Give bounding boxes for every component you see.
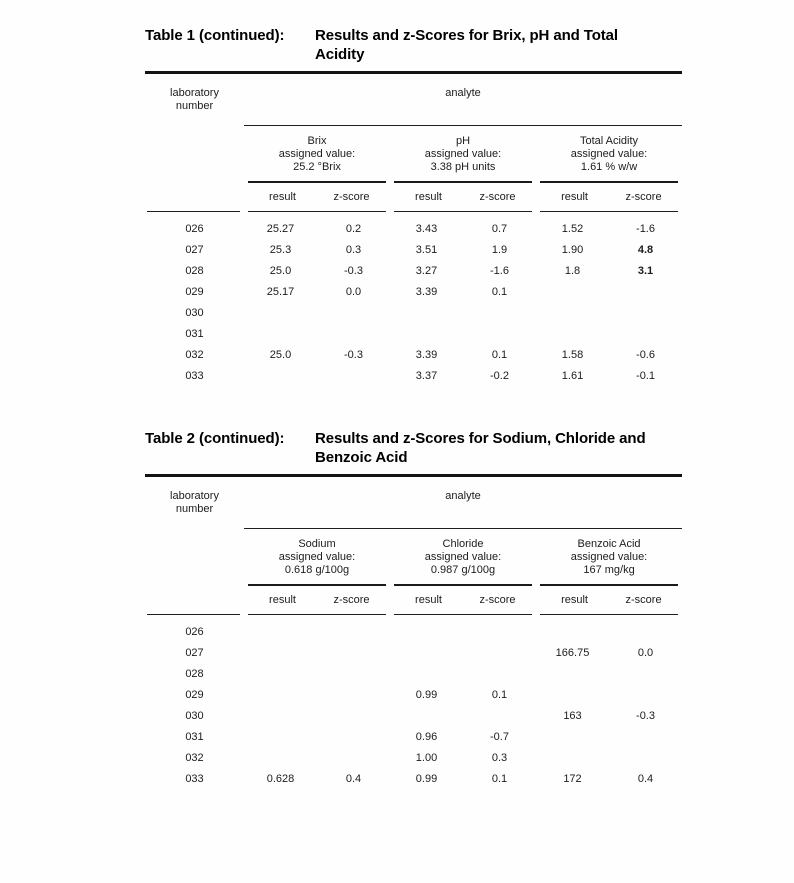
zscore-label: z-score [333,190,370,203]
z-score-cell: 0.0 [637,647,654,659]
group-name: Chloride [442,537,484,550]
table-row [145,303,682,324]
header-row-groups [145,528,682,586]
lab-number-cell: 027 [185,244,204,256]
lab-number-cell: 026 [185,626,204,638]
result-label: result [269,190,296,203]
z-score-cell [317,643,390,664]
result-cell [536,303,609,324]
header-row-result-zscore [145,586,682,615]
z-score-cell [609,727,682,748]
z-score-cell: -1.6 [490,265,509,277]
group-assigned-value: 25.2 °Brix [293,160,341,173]
result-cell [390,643,463,664]
group-assigned-value: 1.61 % w/w [580,160,638,173]
lab-number-header [145,74,244,125]
result-cell: 3.39 [415,349,438,361]
table-row [145,345,682,366]
result-cell: 3.39 [415,286,438,298]
result-cell [536,748,609,769]
z-score-cell: 3.1 [637,265,654,277]
result-cell [244,685,317,706]
z-score-cell: -1.6 [636,223,655,235]
z-score-cell [317,366,390,387]
lab-number-cell: 033 [185,773,204,785]
zscore-label: z-score [333,593,370,606]
result-cell [536,685,609,706]
header-row-result-zscore [145,183,682,212]
group-header-chloride [390,528,536,586]
z-score-cell [609,324,682,345]
z-score-cell [317,303,390,324]
group-assigned-value: 167 mg/kg [583,563,635,576]
zscore-label: z-score [625,593,662,606]
header-row-groups [145,125,682,183]
analyte-header: analyte [244,477,682,528]
result-label: result [561,190,588,203]
z-score-cell [317,324,390,345]
z-score-cell: -0.2 [490,370,509,382]
z-score-cell [463,643,536,664]
result-cell: 1.58 [561,349,584,361]
table1 [145,74,682,387]
result-cell [390,664,463,685]
result-cell [244,643,317,664]
result-cell: 25.0 [269,265,292,277]
group-header-sodium [244,528,390,586]
result-cell: 25.17 [266,286,295,298]
table-row [145,748,682,769]
table-row [145,366,682,387]
table-row [145,324,682,345]
result-cell [244,706,317,727]
table-row [145,727,682,748]
table-row [145,706,682,727]
table1-title [145,26,682,64]
lab-number-cell: 026 [185,223,204,235]
table1-title-label: Table 1 (continued): [145,27,285,44]
table2-body [145,615,682,790]
z-score-cell: -0.3 [344,349,363,361]
group-header-brix [244,125,390,183]
result-cell [536,615,609,643]
table-row [145,615,682,643]
table1-section [145,26,682,387]
table1-body [145,212,682,387]
z-score-cell [317,748,390,769]
lab-column-underline [145,586,244,615]
z-score-cell [609,282,682,303]
table1-title-text [315,26,618,64]
z-score-cell [609,303,682,324]
z-score-cell [317,727,390,748]
z-score-cell: 1.9 [491,244,508,256]
lab-number-cell: 030 [185,307,204,319]
table-row [145,261,682,282]
result-cell: 3.51 [415,244,438,256]
result-cell: 166.75 [555,647,590,659]
result-cell [244,615,317,643]
z-score-cell [317,615,390,643]
group-header-ph [390,125,536,183]
result-cell: 25.27 [266,223,295,235]
z-score-cell: 0.3 [491,752,508,764]
zscore-label: z-score [625,190,662,203]
result-cell [244,727,317,748]
table1-title-line1: Results and z-Scores for Brix, pH and Total [315,27,618,44]
result-cell: 0.99 [415,689,438,701]
table2-header [145,477,682,615]
result-cell [244,303,317,324]
group-assigned-label: assigned value: [278,550,356,563]
result-cell: 172 [563,773,582,785]
z-score-cell [609,664,682,685]
result-cell [244,748,317,769]
result-cell: 0.628 [266,773,295,785]
z-score-cell: -0.1 [636,370,655,382]
result-cell [390,324,463,345]
table2-title [145,429,682,467]
lab-header-line2: number [175,100,214,112]
result-zscore-header-sodium [244,586,390,615]
lab-number-cell: 027 [185,647,204,659]
result-zscore-header-total-acidity [536,183,682,212]
z-score-cell [609,615,682,643]
group-assigned-value: 0.618 g/100g [284,563,350,576]
result-cell [390,615,463,643]
z-score-cell: 0.1 [491,349,508,361]
result-label: result [415,190,442,203]
result-cell [536,324,609,345]
result-zscore-header-chloride [390,586,536,615]
group-name: Sodium [298,537,336,550]
table2-title-line2: Benzoic Acid [315,449,408,466]
group-header-benzoic-acid [536,528,682,586]
result-cell [244,664,317,685]
group-assigned-label: assigned value: [424,147,502,160]
result-cell: 25.0 [269,349,292,361]
result-cell [536,664,609,685]
result-cell: 0.96 [415,731,438,743]
table-row [145,769,682,790]
lab-number-cell: 029 [185,689,204,701]
result-cell: 1.90 [561,244,584,256]
z-score-cell: -0.6 [636,349,655,361]
z-score-cell: 0.4 [345,773,362,785]
lab-number-cell: 033 [185,370,204,382]
z-score-cell [609,685,682,706]
group-assigned-label: assigned value: [278,147,356,160]
z-score-cell [317,706,390,727]
result-label: result [561,593,588,606]
table2-title-line1: Results and z-Scores for Sodium, Chloride and [315,430,646,447]
lab-number-cell: 030 [185,710,204,722]
result-cell [244,324,317,345]
table-row [145,643,682,664]
z-score-cell [463,664,536,685]
z-score-cell: 0.1 [491,773,508,785]
z-score-cell [463,324,536,345]
z-score-cell: 4.8 [637,244,654,256]
z-score-cell: 0.7 [491,223,508,235]
lab-number-header [145,477,244,528]
z-score-cell [609,748,682,769]
z-score-cell [317,664,390,685]
result-cell: 1.61 [561,370,584,382]
table-row [145,282,682,303]
lab-header-line2: number [175,503,214,515]
group-assigned-label: assigned value: [424,550,502,563]
table-row [145,685,682,706]
analyte-header: analyte [244,74,682,125]
z-score-cell [463,303,536,324]
z-score-cell [463,615,536,643]
result-cell: 3.43 [415,223,438,235]
result-label: result [415,593,442,606]
result-cell: 163 [563,710,582,722]
lab-number-cell: 031 [185,328,204,340]
z-score-cell: -0.7 [490,731,509,743]
group-assigned-value: 3.38 pH units [430,160,496,173]
empty-cell [145,528,244,586]
z-score-cell [317,685,390,706]
zscore-label: z-score [479,593,516,606]
lab-number-cell: 032 [185,752,204,764]
result-cell: 3.27 [415,265,438,277]
group-assigned-label: assigned value: [570,550,648,563]
z-score-cell: 0.2 [345,223,362,235]
table-row [145,664,682,685]
z-score-cell: 0.3 [345,244,362,256]
lab-number-cell: 028 [185,265,204,277]
result-cell: 1.52 [561,223,584,235]
result-zscore-header-brix [244,183,390,212]
table1-header [145,74,682,212]
header-row-analyte [145,74,682,125]
z-score-cell: -0.3 [344,265,363,277]
group-name: Total Acidity [579,134,639,147]
table-row [145,240,682,261]
lab-header-line1: laboratory [170,87,219,99]
table-row [145,212,682,240]
z-score-cell: -0.3 [636,710,655,722]
result-label: result [269,593,296,606]
group-name: Brix [307,134,327,147]
lab-number-cell: 031 [185,731,204,743]
result-cell: 3.37 [415,370,438,382]
empty-cell [145,125,244,183]
lab-column-underline [145,183,244,212]
table2 [145,477,682,790]
group-name: pH [455,134,471,147]
result-zscore-header-ph [390,183,536,212]
result-cell [390,706,463,727]
result-cell: 25.3 [269,244,292,256]
lab-number-cell: 032 [185,349,204,361]
table2-title-label: Table 2 (continued): [145,430,285,447]
result-cell: 0.99 [415,773,438,785]
lab-number-cell: 029 [185,286,204,298]
result-cell [390,303,463,324]
z-score-cell: 0.4 [637,773,654,785]
result-cell: 1.00 [415,752,438,764]
lab-header-line1: laboratory [170,490,219,502]
group-assigned-label: assigned value: [570,147,648,160]
group-assigned-value: 0.987 g/100g [430,563,496,576]
result-cell [536,282,609,303]
table2-title-text [315,429,646,467]
group-header-total-acidity [536,125,682,183]
result-cell [244,366,317,387]
z-score-cell: 0.1 [491,689,508,701]
z-score-cell: 0.0 [345,286,362,298]
table2-section [145,429,682,790]
result-zscore-header-benzoic-acid [536,586,682,615]
result-cell [536,727,609,748]
zscore-label: z-score [479,190,516,203]
group-name: Benzoic Acid [577,537,641,550]
z-score-cell [463,706,536,727]
result-cell: 1.8 [564,265,581,277]
table1-title-line2: Acidity [315,46,365,63]
z-score-cell: 0.1 [491,286,508,298]
lab-number-cell: 028 [185,668,204,680]
header-row-analyte [145,477,682,528]
